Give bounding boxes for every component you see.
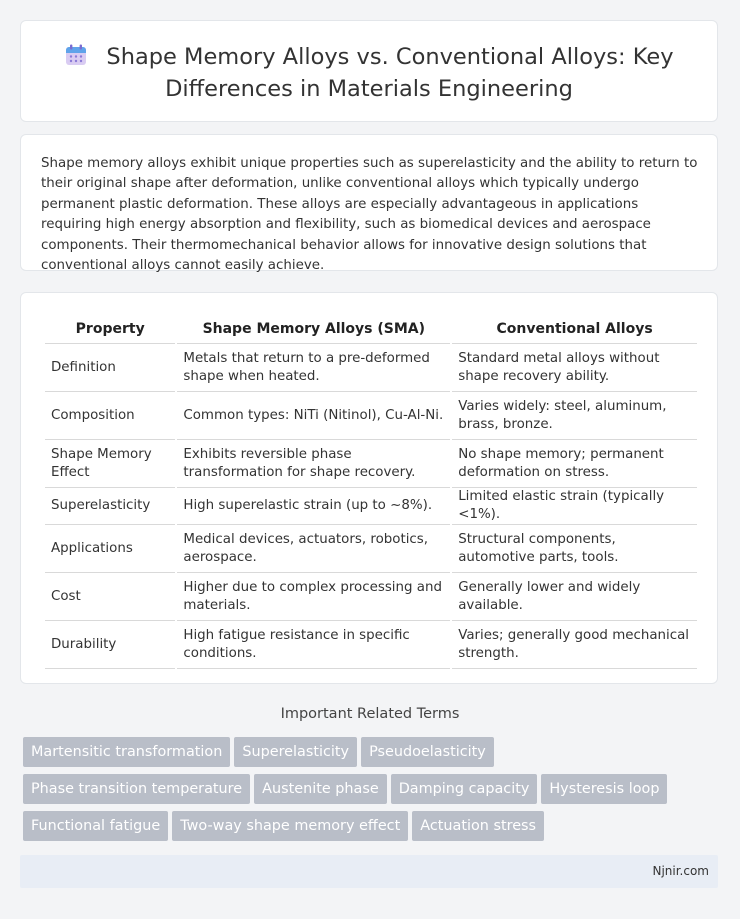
tag-row — [23, 774, 723, 811]
table-cell-sma: Medical devices, actuators, robotics, aerospace. — [177, 525, 450, 573]
tag-austenite-phase[interactable]: Austenite phase — [254, 774, 387, 804]
page-title-text: Shape Memory Alloys vs. Conventional Alloys: Key Differences in Materials Engineering — [106, 44, 674, 102]
tag-row — [23, 737, 723, 774]
table-cell-property: Superelasticity — [45, 488, 175, 525]
column-header-sma: Shape Memory Alloys (SMA) — [177, 311, 450, 344]
tag-actuation-stress[interactable]: Actuation stress — [412, 811, 544, 841]
tag-phase-transition-temperature[interactable]: Phase transition temperature — [23, 774, 250, 804]
tag-superelasticity[interactable]: Superelasticity — [234, 737, 357, 767]
table-cell-property: Shape Memory Effect — [45, 440, 175, 488]
related-terms-heading: Important Related Terms — [280, 706, 460, 722]
comparison-table — [43, 311, 699, 669]
table-row — [45, 525, 697, 573]
table-row — [45, 488, 697, 525]
table-row — [45, 344, 697, 392]
comparison-card — [20, 292, 718, 684]
table-cell-sma: Exhibits reversible phase transformation for shape recovery. — [177, 440, 450, 488]
table-cell-conventional: Structural components, automotive parts, tools. — [452, 525, 697, 573]
table-cell-property: Composition — [45, 392, 175, 440]
column-header-property: Property — [45, 311, 175, 344]
intro-card — [20, 134, 718, 274]
tag-pseudoelasticity[interactable]: Pseudoelasticity — [361, 737, 494, 767]
related-terms-list — [23, 737, 723, 848]
tag-hysteresis-loop[interactable]: Hysteresis loop — [541, 774, 667, 804]
tag-damping-capacity[interactable]: Damping capacity — [391, 774, 538, 804]
table-cell-property: Definition — [45, 344, 175, 392]
column-header-conventional: Conventional Alloys — [452, 311, 697, 344]
page-title — [21, 43, 717, 104]
tag-functional-fatigue[interactable]: Functional fatigue — [23, 811, 168, 841]
table-header-row — [45, 311, 697, 344]
footer-site-link[interactable]: Njnir.com — [652, 864, 709, 878]
table-cell-conventional: Limited elastic strain (typically <1%). — [452, 488, 697, 525]
table-cell-property: Cost — [45, 573, 175, 621]
calendar-icon — [64, 43, 88, 75]
table-cell-conventional: Standard metal alloys without shape recovery ability. — [452, 344, 697, 392]
table-cell-sma: Common types: NiTi (Nitinol), Cu-Al-Ni. — [177, 392, 450, 440]
table-cell-sma: Higher due to complex processing and materials. — [177, 573, 450, 621]
table-row — [45, 392, 697, 440]
table-cell-sma: High fatigue resistance in specific conditions. — [177, 621, 450, 669]
table-row — [45, 573, 697, 621]
tag-row — [23, 811, 723, 848]
footer — [20, 855, 718, 888]
table-cell-property: Durability — [45, 621, 175, 669]
table-cell-conventional: Generally lower and widely available. — [452, 573, 697, 621]
title-card — [20, 20, 718, 122]
table-cell-property: Applications — [45, 525, 175, 573]
table-row — [45, 440, 697, 488]
table-cell-conventional: Varies widely: steel, aluminum, brass, bronze. — [452, 392, 697, 440]
table-cell-sma: Metals that return to a pre-deformed shape when heated. — [177, 344, 450, 392]
table-cell-conventional: No shape memory; permanent deformation on stress. — [452, 440, 697, 488]
table-row — [45, 621, 697, 669]
table-cell-sma: High superelastic strain (up to ~8%). — [177, 488, 450, 525]
tag-two-way-shape-memory-effect[interactable]: Two-way shape memory effect — [172, 811, 408, 841]
intro-paragraph: Shape memory alloys exhibit unique properties such as superelasticity and the ability to return to their original shape after deformation, unlike conventional alloys which typically undergo permanent plastic deformation. These alloys are especially advantageous in applications requiring high energy absorption and flexibility, such as biomedical devices and aerospace components. Their thermomechanical behavior allows for innovative design solutions that conventional alloys cannot easily achieve. — [41, 156, 698, 274]
table-cell-conventional: Varies; generally good mechanical strength. — [452, 621, 697, 669]
tag-martensitic-transformation[interactable]: Martensitic transformation — [23, 737, 230, 767]
